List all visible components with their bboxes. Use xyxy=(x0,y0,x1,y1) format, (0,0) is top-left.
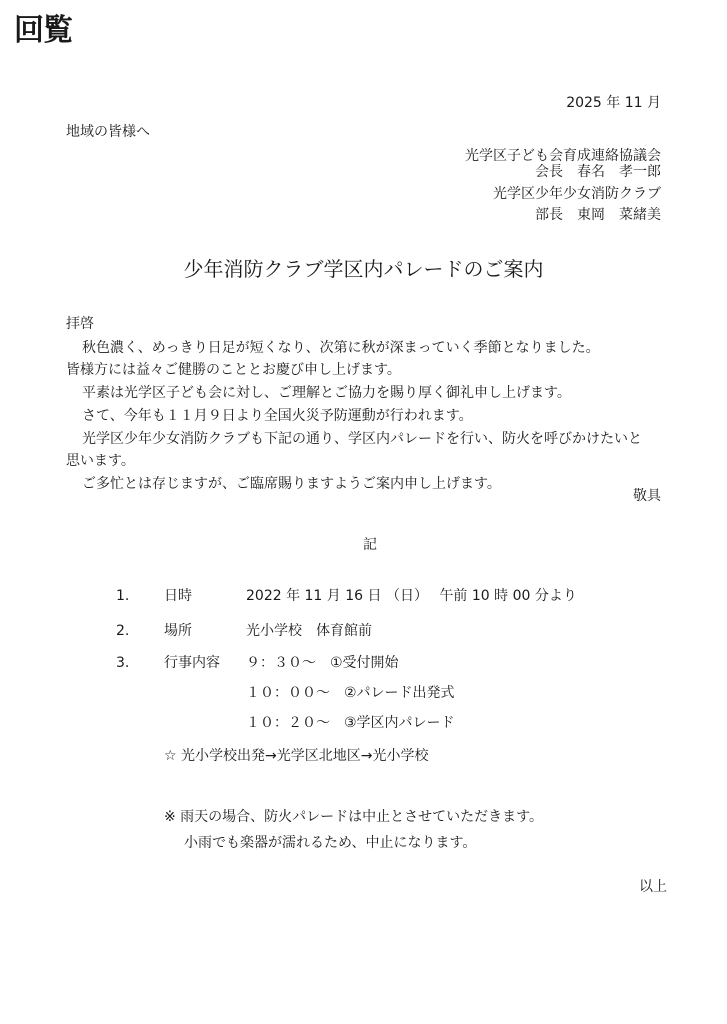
item-label-place: 場所 xyxy=(164,623,192,639)
parade-route: ☆ 光小学校出発→光学区北地区→光小学校 xyxy=(164,748,429,764)
sender-chairperson: 会長 春名 孝一郎 xyxy=(535,164,661,180)
body-paragraph: ご多忙とは存じますが、ご臨席賜りますようご案内申し上げます。 xyxy=(82,476,501,492)
schedule-entry: １０：２０～ ③学区内パレード xyxy=(246,715,455,731)
circulation-stamp: 回覧 xyxy=(14,13,72,48)
sender-club-leader: 部長 東岡 菜緒美 xyxy=(535,207,661,223)
closing-phrase: 敬具 xyxy=(633,488,661,504)
body-paragraph: 光学区少年少女消防クラブも下記の通り、学区内パレードを行い、防火を呼びかけたいと xyxy=(82,431,642,447)
greeting: 拝啓 xyxy=(66,316,94,332)
body-paragraph: 皆様方には益々ご健勝のこととお慶び申し上げます。 xyxy=(66,362,401,378)
sender-club: 光学区少年少女消防クラブ xyxy=(493,186,661,202)
document-date: 2025 年 11 月 xyxy=(566,95,661,111)
end-marker: 以上 xyxy=(639,879,667,895)
item-label-datetime: 日時 xyxy=(164,588,192,604)
rain-note-detail: 小雨でも楽器が濡れるため、中止になります。 xyxy=(184,835,477,851)
body-paragraph: さて、今年も１１月９日より全国火災予防運動が行われます。 xyxy=(82,408,473,424)
sender-organization: 光学区子ども会育成連絡協議会 xyxy=(465,148,661,164)
addressee: 地域の皆様へ xyxy=(66,124,150,140)
section-marker: 記 xyxy=(363,537,377,553)
body-paragraph: 思います。 xyxy=(66,453,135,469)
item-label-program: 行事内容 xyxy=(164,655,220,671)
item-value-place: 光小学校 体育館前 xyxy=(246,623,372,639)
item-number: 2. xyxy=(116,623,130,639)
item-number: 1. xyxy=(116,588,130,604)
body-paragraph: 秋色濃く、めっきり日足が短くなり、次第に秋が深まっていく季節となりました。 xyxy=(82,340,600,356)
item-value-datetime: 2022 年 11 月 16 日 （日） 午前 10 時 00 分より xyxy=(246,588,577,604)
page-title: 少年消防クラブ学区内パレードのご案内 xyxy=(183,257,544,281)
item-number: 3. xyxy=(116,655,130,671)
body-paragraph: 平素は光学区子ども会に対し、ご理解とご協力を賜り厚く御礼申し上げます。 xyxy=(82,385,571,401)
schedule-entry: ９：３０～ ①受付開始 xyxy=(246,655,399,671)
rain-note: ※ 雨天の場合、防火パレードは中止とさせていただきます。 xyxy=(164,809,544,825)
schedule-entry: １０：００～ ②パレード出発式 xyxy=(246,685,455,701)
